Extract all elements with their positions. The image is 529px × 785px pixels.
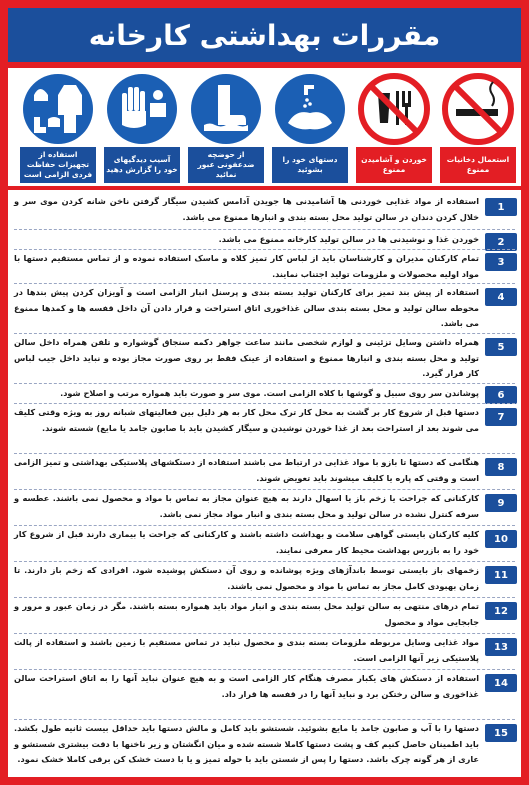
sign-caption: آسیب دیدگیهای خود را گزارش دهید: [104, 147, 180, 183]
rule-number: 12: [485, 602, 517, 620]
sign-caption: استفاده از تجهیزات حفاظت فردی الزامی است: [20, 147, 96, 183]
rule-text: استفاده از دستکش های یکبار مصرف هنگام کار الزامی است و به هیچ عنوان نباید آنها را به اتاق استراحت سالن غذاخوری و سالن رختکن برد و نباید آنها را در قفسه ها قرار داد.: [14, 673, 479, 699]
rule-item: [8, 598, 521, 634]
rule-number: 14: [485, 674, 517, 692]
rule-number: 15: [485, 724, 517, 742]
rule-text: استفاده از پیش بند تمیز برای کارکنان تولید بسته بندی و پرسنل انبار الزامی است و آویزان کردن پیش بندها در محوطه سالن تولید و محل بسته بندی سالن غذاخوری اتاق استراحت و قرار دادن آن داخل قفسه ها و کمدها ممنوع می باشد.: [14, 287, 479, 328]
rule-number: 9: [485, 494, 517, 512]
rule-number: 3: [485, 253, 517, 271]
sign-wash-hands: [272, 73, 348, 181]
rule-item: [8, 720, 521, 776]
sign-caption: خوردن و آشامیدن ممنوع: [356, 147, 432, 183]
rule-item: [8, 384, 521, 404]
rule-text: زخمهای باز بایستی توسط باندآژهای ویژه پوشانده و روی آن دستکش پوشیده شود. افرادی که زخم باز دارند. تا زمان بهبودی کامل مجاز به تماس با مواد و محصول نمی باشند.: [14, 565, 479, 591]
footbath-icon: [190, 73, 262, 145]
rule-number: 2: [485, 233, 517, 251]
rule-item: [8, 670, 521, 720]
rule-number: 5: [485, 338, 517, 356]
rule-item: [8, 526, 521, 562]
rule-text: تمام کارکنان مدیران و کارشناسان باید از لباس کار تمیز کلاه و ماسک استفاده نموده و از تماس مستقیم دستها با مواد اولیه محصولات و ملزومات تولید اجتناب نمایند.: [14, 253, 479, 279]
rule-number: 13: [485, 638, 517, 656]
rule-item: [8, 404, 521, 454]
rule-text: دستها را با آب و صابون جامد یا مایع بشوئید. شستشو باید کامل و مالش دستها باید حداقل بیست ثانیه طول بکشد. باید اطمینان حاصل کنیم کف و پشت دستها کاملا شسته شده و میان انگشتان و زیر ناخنها با دقت بیشتری شستشو و عاری از هر گونه چرک باشد. دستها را پس از شستن باید با حوله تمیز و یا با دست خشک کن برقی کاملا خشک نمود.: [14, 723, 479, 764]
injured-hand-icon: [106, 73, 178, 145]
rule-number: 7: [485, 408, 517, 426]
rule-number: 6: [485, 386, 517, 404]
rule-text: تمام درهای منتهی به سالن تولید محل بسته بندی و انبار مواد باید همواره بسته باشند. مگر در زمان عبور و مرور و جابجایی مواد و محصول: [14, 601, 479, 627]
no-smoking-icon: [442, 73, 514, 145]
rule-number: 8: [485, 458, 517, 476]
page-title: مقررات بهداشتی کارخانه: [88, 18, 441, 52]
sign-footbath: [188, 73, 264, 181]
sign-caption: استعمال دخانیات ممنوع: [440, 147, 516, 183]
sign-report-injury: [104, 73, 180, 181]
rule-text: همراه داشتن وسایل تزئینی و لوازم شخصی مانند ساعت جواهر دکمه سنجاق گوشواره و تلفن همراه داخل سالن تولید و محل بسته بندی و انبارها ممنوع و استفاده از عینک فقط بر روی صورت مجاز بوده و نباید داخل جیب لباس کار قرار گیرد.: [14, 337, 479, 378]
rule-item: [8, 230, 521, 250]
sign-no-smoking: [440, 73, 516, 181]
title-bar: [8, 8, 521, 62]
sign-caption: دستهای خود را بشوئید: [272, 147, 348, 183]
rule-item: [8, 490, 521, 526]
rule-number: 4: [485, 288, 517, 306]
rule-item: [8, 284, 521, 334]
protective-equipment-icon: [22, 73, 94, 145]
rules-list: [8, 190, 521, 777]
rule-number: 1: [485, 198, 517, 216]
rule-item: [8, 634, 521, 670]
sign-ppe: [20, 73, 96, 181]
rule-text: هنگامی که دستها تا بازو با مواد غذایی در ارتباط می باشند استفاده از دستکشهای پلاستیکی بهداشتی و تمیز الزامی است و وقتی که پاره یا کلیف میشوند باید تعویض شوند.: [14, 457, 479, 483]
sign-no-eating: [356, 73, 432, 181]
rule-number: 11: [485, 566, 517, 584]
rule-item: [8, 194, 521, 230]
rule-text: خوردن غذا و نوشیدنی ها در سالن تولید کارخانه ممنوع می باشد.: [218, 234, 479, 244]
safety-signs-row: [8, 68, 521, 186]
sign-caption: از حوضچه ضدعفونی عبور نمائید: [188, 147, 264, 183]
rule-text: کارکنانی که جراحت یا زخم باز یا اسهال دارند به هیچ عنوان مجاز به تماس با مواد و محصول نمی باشند. عطسه و سرفه کنترل نشده در سالن تولید و محل بسته بندی و انبار مواد مجاز نمی باشد.: [14, 493, 479, 519]
rule-item: [8, 562, 521, 598]
rule-item: [8, 334, 521, 384]
rule-item: [8, 454, 521, 490]
rule-text: کلیه کارکنان بایستی گواهی سلامت و بهداشت داشته باشند و کارکنانی که جراحت یا بیماری دارند قبل از شروع کار خود را به بازرس بهداشت محیط کار معرفی نمایند.: [14, 529, 479, 555]
rule-item: [8, 250, 521, 284]
hand-washing-icon: [274, 73, 346, 145]
no-eating-drinking-icon: [358, 73, 430, 145]
rule-text: دستها قبل از شروع کار بر گشت به محل کار ترک محل کار به هر دلیل بین فعالیتهای شبانه روز به ویژه وقتی کلیف می شوند بعد از استراحت بعد از غذا خوردن نوشیدن و سیگار کشیدن باید با صابون جامد یا مایع) شسته شوند.: [14, 407, 479, 433]
rule-number: 10: [485, 530, 517, 548]
rule-text: پوشاندن سر روی سبیل و گوشها با کلاه الزامی است. موی سر و صورت باید همواره مرتب و اصلاح شود.: [60, 388, 479, 398]
rule-text: مواد غذایی وسایل مربوطه ملزومات بسته بندی و محصول نباید در تماس مستقیم با زمین باشند و استفاده از پالت پلاستیکی زیر آنها الزامی است.: [14, 637, 479, 663]
rule-text: استفاده از مواد غذایی خوردنی ها آشامیدنی ها جویدن آدامس کشیدن سیگار گرفتن ناخن شانه کردن موی سر و خلال کردن دندان در سالن تولید محل بسته بندی و انبارها ممنوع می باشد.: [14, 196, 479, 222]
